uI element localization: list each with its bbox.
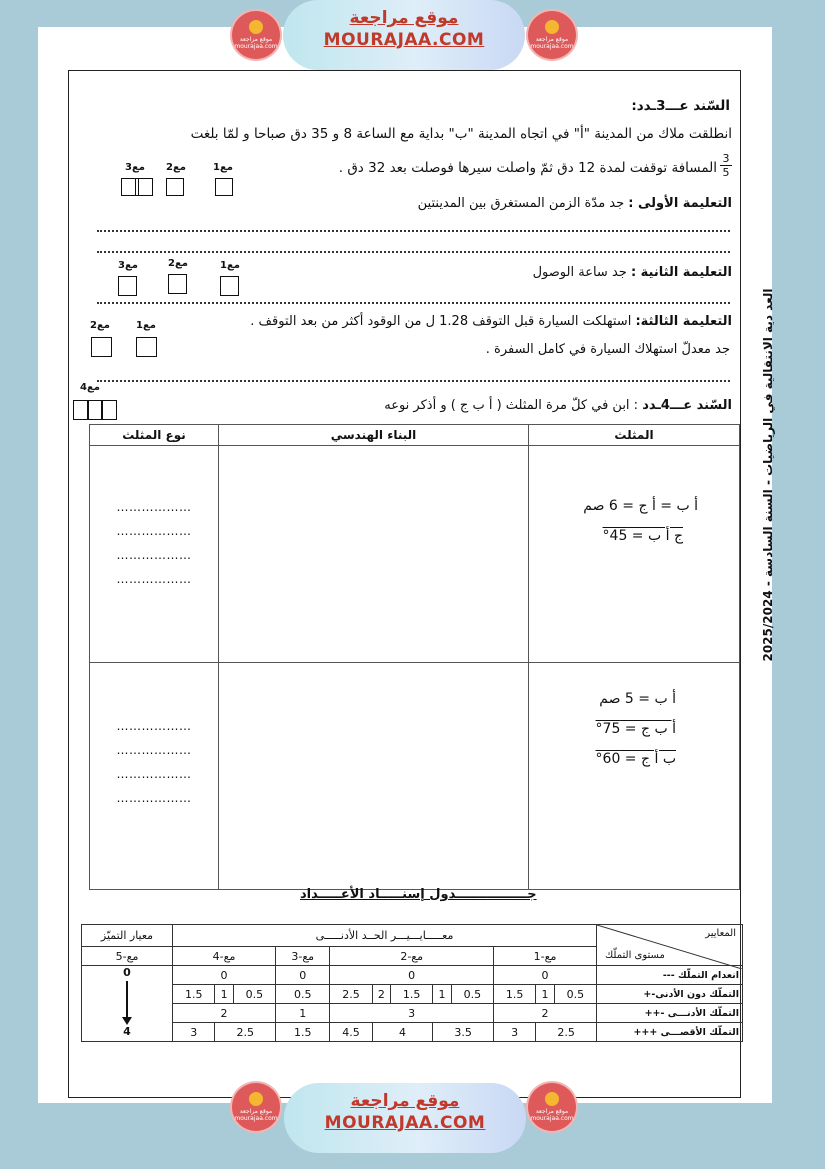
fraction — [720, 152, 732, 179]
m5-bottom: 4 — [123, 1025, 131, 1038]
logo-domain: mourajaa.com — [234, 43, 278, 50]
triangles-table — [89, 424, 740, 890]
triangle-cell — [529, 663, 740, 890]
logo-text: موقع مراجعة — [239, 36, 273, 43]
m5-scale — [82, 966, 173, 1042]
level-below-min: التملّك دون الأدنى-+ — [597, 985, 743, 1004]
logo-badge-icon — [249, 20, 263, 34]
grading-table — [81, 924, 743, 1042]
dots-group — [91, 664, 217, 810]
criterion-label-2: مع2 — [90, 320, 110, 331]
triangle-data — [530, 664, 738, 774]
cell: 0 — [276, 966, 330, 985]
cell: 0 — [330, 966, 494, 985]
construction-cell[interactable] — [219, 663, 529, 890]
logo-left-top — [232, 11, 280, 59]
logo-text: موقع مراجعة — [239, 1108, 273, 1115]
score-box[interactable] — [101, 400, 117, 420]
cell: 0.5 — [233, 985, 275, 1004]
criterion-label-2: مع2 — [168, 258, 188, 269]
score-box[interactable] — [118, 276, 137, 296]
arrow-down-icon — [122, 1017, 132, 1025]
logo-right-bottom — [528, 1083, 576, 1131]
score-box[interactable] — [136, 337, 157, 357]
level-min: التملّك الأدنـــى -++ — [597, 1004, 743, 1023]
triangle-data — [530, 447, 738, 551]
logo-domain: mourajaa.com — [530, 1115, 574, 1122]
brand-banner-top[interactable] — [283, 0, 525, 70]
task3-text1: استهلكت السيارة قبل التوقف 1.28 ل من الوقود أكثر من بعد التوقف . — [250, 314, 632, 329]
task2-label: التعليمة الثانية : — [630, 265, 732, 280]
answer-line[interactable] — [97, 230, 730, 232]
dot-line: ……………… — [116, 524, 192, 538]
brand-latin: MOURAJAA.COM — [323, 30, 485, 50]
triangle1-angle: ج أ ب = 45° — [602, 528, 683, 544]
min-criteria-header: معـــــايـــيـــر الحــد الأدنـــــى — [173, 925, 597, 947]
col-m3: مع-3 — [276, 947, 330, 966]
answer-line[interactable] — [97, 302, 730, 304]
col-m4: مع-4 — [173, 947, 276, 966]
type-cell[interactable] — [90, 663, 219, 890]
logo-domain: mourajaa.com — [234, 1115, 278, 1122]
score-box[interactable] — [220, 276, 239, 296]
triangle2-angle-b: أ ب ج = 75° — [595, 721, 676, 737]
cell: 3 — [330, 1004, 494, 1023]
task2-text: جد ساعة الوصول — [532, 265, 627, 280]
cell: 3 — [173, 1023, 215, 1042]
score-box[interactable] — [168, 274, 187, 294]
task1-text: جد مدّة الزمن المستغرق بين المدينتين — [417, 196, 625, 211]
brand-arabic: موقع مراجعة — [350, 1091, 460, 1111]
logo-right-top — [528, 11, 576, 59]
cell: 1.5 — [391, 985, 433, 1004]
sanad3-title: السّند عـــ3ـدد: — [631, 98, 730, 114]
cell: 3.5 — [433, 1023, 494, 1042]
cell: 0.5 — [451, 985, 493, 1004]
brand-banner-bottom[interactable] — [284, 1083, 526, 1153]
excellence-header: معيار التميّز — [82, 925, 173, 947]
arrow-shaft-icon — [126, 981, 128, 1017]
logo-domain: mourajaa.com — [530, 43, 574, 50]
col-m2: مع-2 — [330, 947, 494, 966]
logo-left-bottom — [232, 1083, 280, 1131]
task1-label: التعليمة الأولى : — [628, 196, 732, 211]
cell: 1.5 — [276, 1023, 330, 1042]
header-construction: البناء الهندسي — [219, 425, 529, 446]
score-box[interactable] — [215, 178, 233, 196]
dot-line: ……………… — [116, 572, 192, 586]
criterion-label-1: مع1 — [220, 260, 240, 271]
dot-line: ……………… — [116, 719, 192, 733]
level-max: التملّك الأقصـــى +++ — [597, 1023, 743, 1042]
score-box[interactable] — [91, 337, 112, 357]
sanad4-title: السّند عـــ4ـدد — [642, 398, 732, 413]
cell: 2 — [173, 1004, 276, 1023]
cell: 0 — [494, 966, 597, 985]
cell: 1.5 — [173, 985, 215, 1004]
task3-label: التعليمة الثالثة: — [635, 314, 732, 329]
dot-line: ……………… — [116, 743, 192, 757]
triangle1-sides: أ ب = أ ج = 6 صم — [583, 498, 698, 514]
logo-badge-icon — [545, 20, 559, 34]
grading-title: جــــــــــــــــدول إسنـــــاد الأعـــــداد — [300, 887, 537, 902]
dot-line: ……………… — [116, 791, 192, 805]
dots-group — [91, 447, 217, 591]
level-none: انعدام التملّك --- — [597, 966, 743, 985]
logo-text: موقع مراجعة — [535, 1108, 569, 1115]
sanad3-line1: انطلقت ملاك من المدينة "أ" في اتجاه المدينة "ب" بداية مع الساعة 8 و 35 دق صباحا و لمّا بلغت — [190, 126, 732, 142]
construction-cell[interactable] — [219, 446, 529, 663]
cell: 1.5 — [494, 985, 536, 1004]
col-m5: مع-5 — [82, 947, 173, 966]
task3 — [250, 314, 732, 329]
cell: 4.5 — [330, 1023, 372, 1042]
triangle-cell — [529, 446, 740, 663]
criteria-level-corner — [597, 925, 743, 966]
cell: 2.5 — [536, 1023, 597, 1042]
cell: 1 — [215, 985, 233, 1004]
criterion-label-1: مع1 — [213, 162, 233, 173]
triangle2-side: أ ب = 5 صم — [599, 691, 676, 707]
task3-text2: جد معدلّ استهلاك السيارة في كامل السفرة . — [485, 342, 730, 357]
answer-line[interactable] — [97, 251, 730, 253]
score-box[interactable] — [135, 178, 153, 196]
cell: 1 — [536, 985, 554, 1004]
criterion-label-2: مع2 — [166, 162, 186, 173]
criterion-label-3: مع3 — [118, 260, 138, 271]
header-triangle: المثلث — [529, 425, 740, 446]
side-label — [748, 210, 788, 740]
task1 — [418, 196, 732, 211]
sanad3-line2: المسافة توقفت لمدة 12 دق ثمّ واصلت سيرها فوصلت بعد 32 دق . — [338, 160, 717, 176]
brand-latin: MOURAJAA.COM — [324, 1113, 486, 1133]
cell: 2 — [372, 985, 390, 1004]
dot-line: ……………… — [116, 767, 192, 781]
criterion-label-1: مع1 — [136, 320, 156, 331]
cell: 1 — [433, 985, 451, 1004]
cell: 4 — [372, 1023, 433, 1042]
type-cell[interactable] — [90, 446, 219, 663]
answer-line[interactable] — [97, 380, 730, 382]
sanad4-instruction: : ابن في كلّ مرة المثلث ( أ ب ج ) و أذكر نوعه — [384, 398, 639, 413]
triangle2-angle-a: ب أ ج = 60° — [595, 751, 676, 767]
criterion-label-3: مع3 — [125, 162, 145, 173]
cell: 2.5 — [215, 1023, 276, 1042]
task2 — [533, 265, 732, 280]
logo-badge-icon — [545, 1092, 559, 1106]
cell: 2.5 — [330, 985, 372, 1004]
m5-top: 0 — [123, 966, 131, 979]
cell: 1 — [276, 1004, 330, 1023]
criteria-header: المعايير — [705, 928, 736, 939]
side-label-text: العد دية الانتقالية في الرياضيات - السنة السادسة - 2025/2024 — [761, 288, 775, 662]
cell: 2 — [494, 1004, 597, 1023]
cell: 0.5 — [276, 985, 330, 1004]
sanad4-heading — [384, 398, 732, 413]
cell: 0.5 — [554, 985, 596, 1004]
logo-badge-icon — [249, 1092, 263, 1106]
cell: 0 — [173, 966, 276, 985]
dot-line: ……………… — [116, 500, 192, 514]
score-box[interactable] — [166, 178, 184, 196]
level-header: مستوى التملّك — [605, 950, 665, 961]
cell: 3 — [494, 1023, 536, 1042]
fraction-numerator: 3 — [720, 152, 732, 166]
logo-text: موقع مراجعة — [535, 36, 569, 43]
fraction-denominator: 5 — [722, 166, 730, 179]
brand-arabic: موقع مراجعة — [349, 8, 459, 28]
header-triangle-type: نوع المثلث — [90, 425, 219, 446]
dot-line: ……………… — [116, 548, 192, 562]
col-m1: مع-1 — [494, 947, 597, 966]
criterion-label-4: مع4 — [80, 382, 100, 393]
